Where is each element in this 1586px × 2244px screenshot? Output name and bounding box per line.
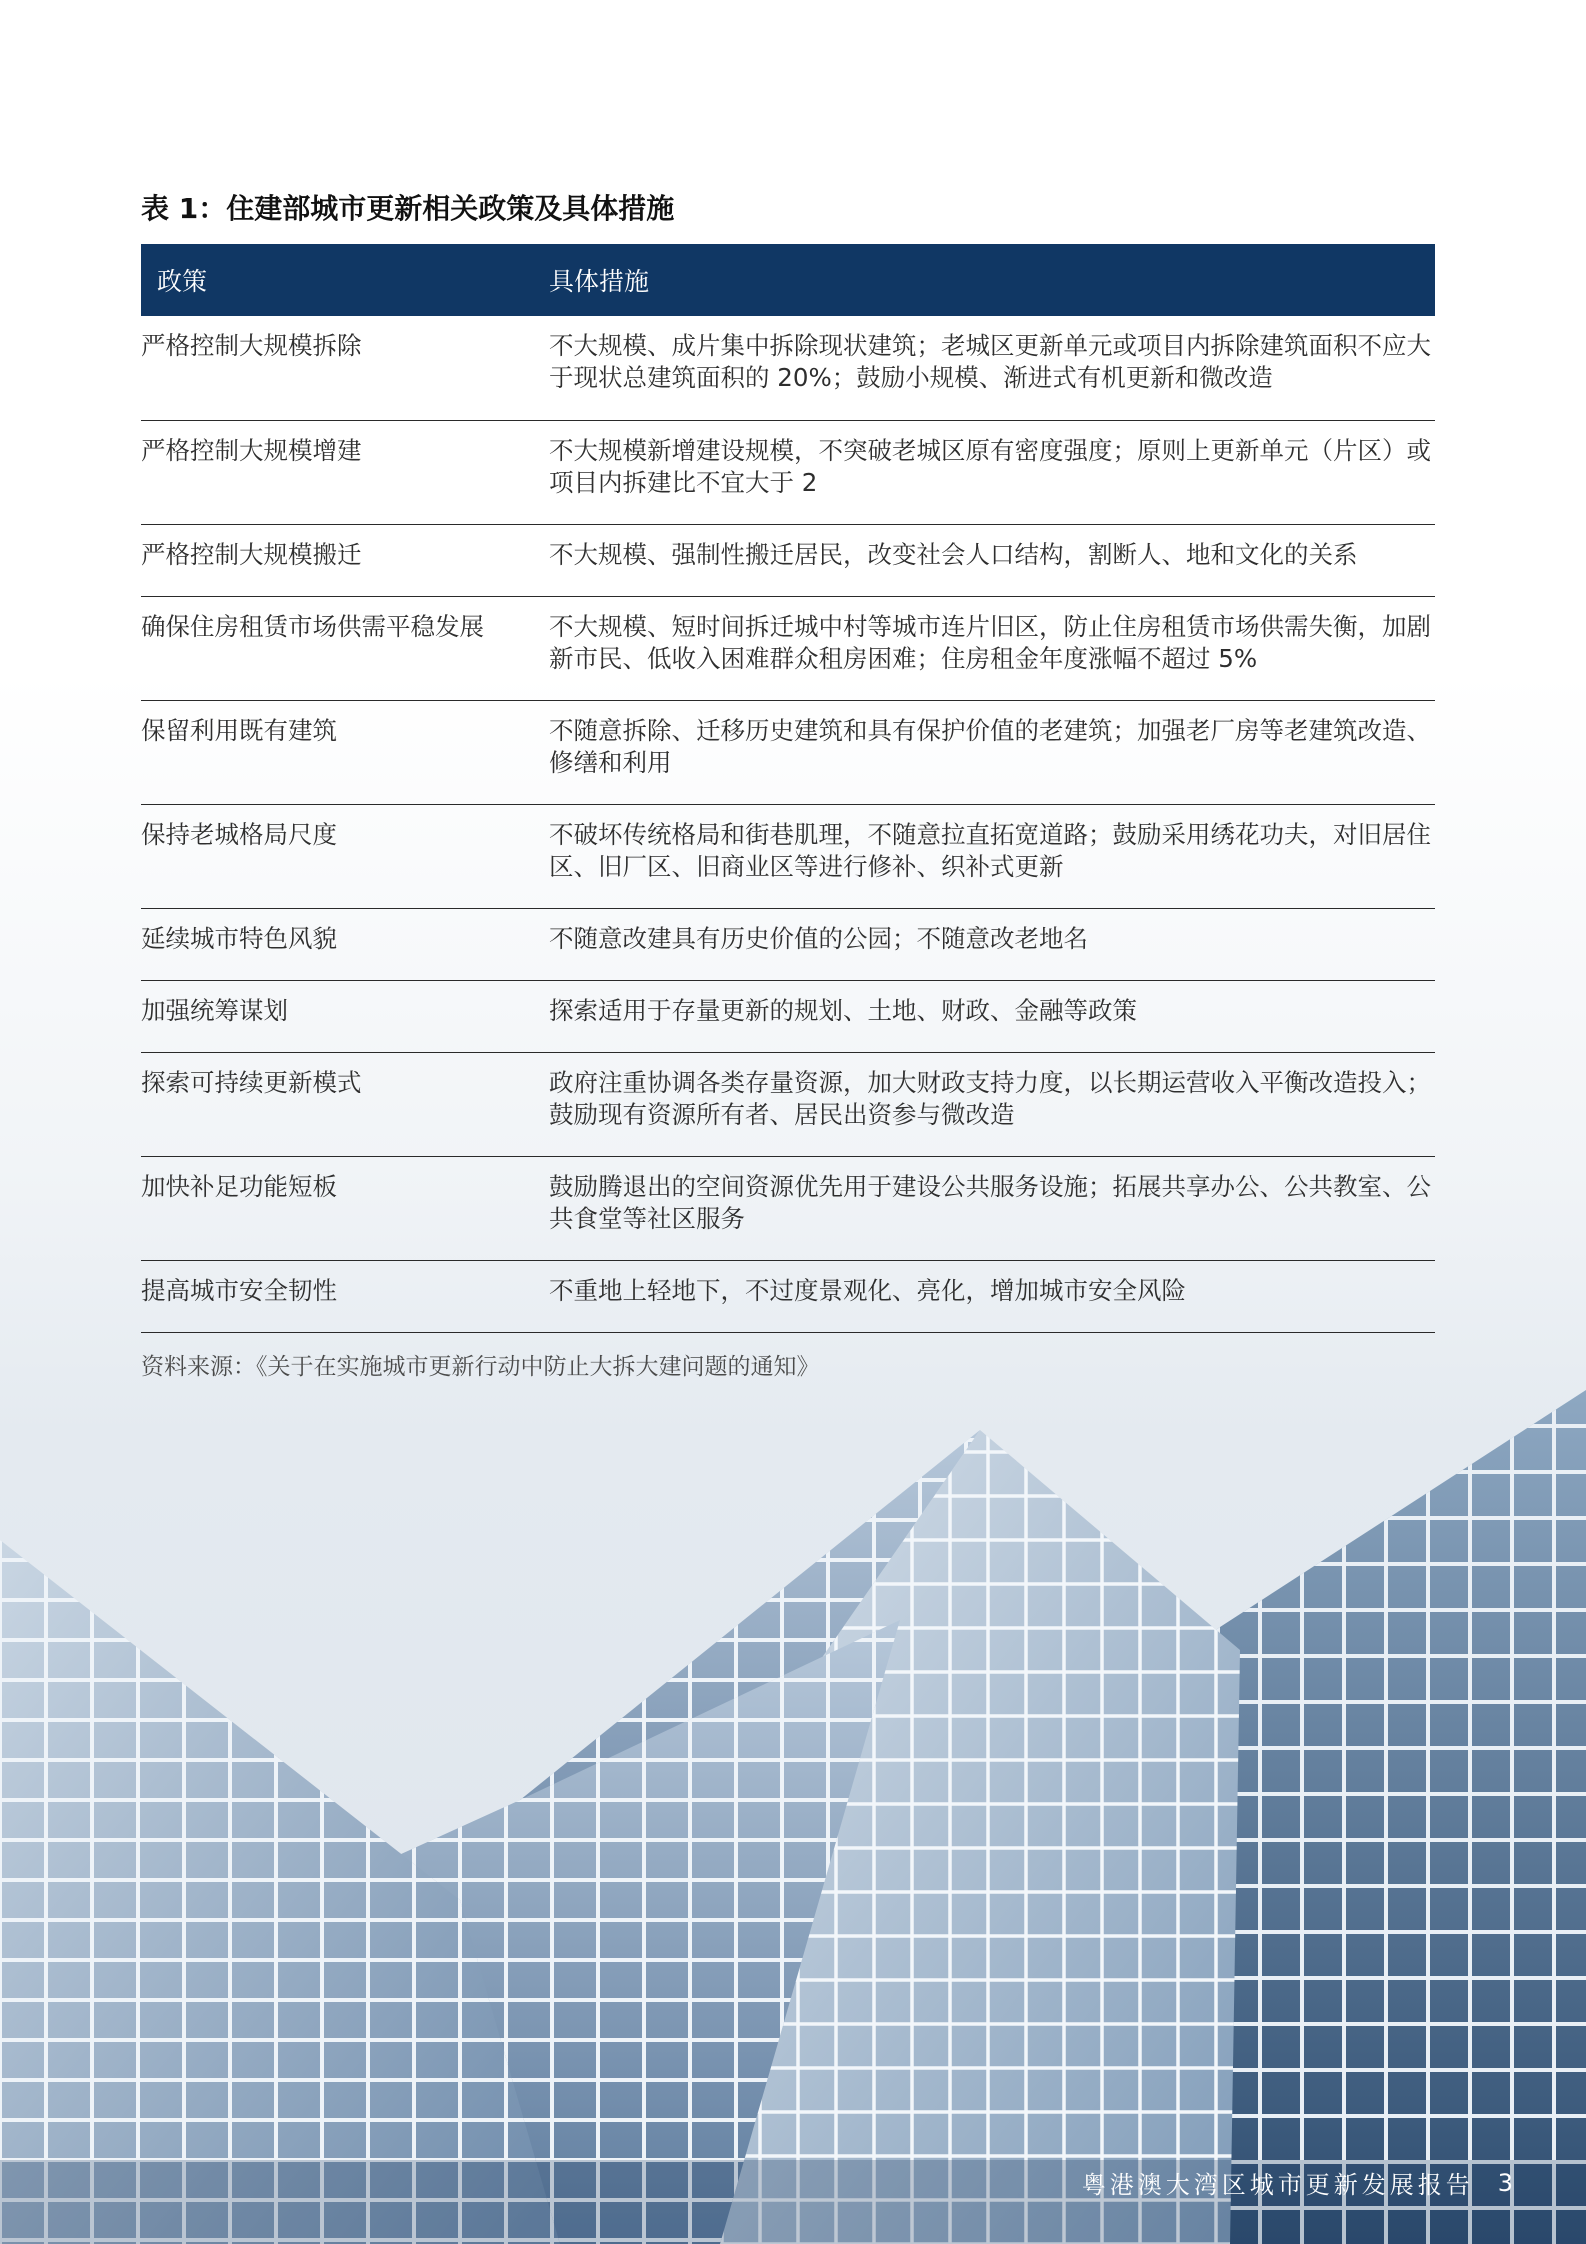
policy-cell: 加快补足功能短板 — [141, 1156, 549, 1260]
table-row — [141, 908, 1435, 980]
column-header-measures: 具体措施 — [549, 244, 1435, 316]
source-note: 资料来源：《关于在实施城市更新行动中防止大拆大建问题的通知》 — [141, 1353, 820, 1380]
measures-cell: 不随意改建具有历史价值的公园；不随意改老地名 — [549, 908, 1435, 980]
report-title: 粤港澳大湾区城市更新发展报告 — [1081, 2171, 1474, 2199]
policy-cell: 延续城市特色风貌 — [141, 908, 549, 980]
table-row — [141, 700, 1435, 804]
policy-cell: 确保住房租赁市场供需平稳发展 — [141, 596, 549, 700]
table-header-row — [141, 244, 1435, 316]
table-row — [141, 420, 1435, 524]
page-footer — [1082, 2165, 1513, 2200]
measures-cell: 探索适用于存量更新的规划、土地、财政、金融等政策 — [549, 980, 1435, 1052]
measures-cell: 不随意拆除、迁移历史建筑和具有保护价值的老建筑；加强老厂房等老建筑改造、修缮和利用 — [549, 700, 1435, 804]
measures-cell: 不大规模、短时间拆迁城中村等城市连片旧区，防止住房租赁市场供需失衡，加剧新市民、低收入困难群众租房困难；住房租金年度涨幅不超过 5% — [549, 596, 1435, 700]
policy-cell: 提高城市安全韧性 — [141, 1260, 549, 1332]
table-row — [141, 1156, 1435, 1260]
table-row — [141, 1260, 1435, 1332]
policy-cell: 严格控制大规模拆除 — [141, 316, 549, 420]
table-row — [141, 596, 1435, 700]
policy-cell: 加强统筹谋划 — [141, 980, 549, 1052]
measures-cell: 不大规模新增建设规模，不突破老城区原有密度强度；原则上更新单元（片区）或项目内拆建比不宜大于 2 — [549, 420, 1435, 524]
measures-cell: 鼓励腾退出的空间资源优先用于建设公共服务设施；拓展共享办公、公共教室、公共食堂等社区服务 — [549, 1156, 1435, 1260]
measures-cell: 不大规模、成片集中拆除现状建筑；老城区更新单元或项目内拆除建筑面积不应大于现状总建筑面积的 20%；鼓励小规模、渐进式有机更新和微改造 — [549, 316, 1435, 420]
measures-cell: 不破坏传统格局和街巷肌理，不随意拉直拓宽道路；鼓励采用绣花功夫，对旧居住区、旧厂区、旧商业区等进行修补、织补式更新 — [549, 804, 1435, 908]
table-section — [141, 186, 1435, 1383]
table-row — [141, 980, 1435, 1052]
table-row — [141, 1052, 1435, 1156]
column-header-policy: 政策 — [141, 244, 549, 316]
page-number: 3 — [1497, 2168, 1513, 2197]
measures-cell: 政府注重协调各类存量资源，加大财政支持力度，以长期运营收入平衡改造投入；鼓励现有资源所有者、居民出资参与微改造 — [549, 1052, 1435, 1156]
policy-cell: 保留利用既有建筑 — [141, 700, 549, 804]
table-row — [141, 804, 1435, 908]
table-title: 表 1：住建部城市更新相关政策及具体措施 — [141, 192, 675, 225]
policy-cell: 严格控制大规模增建 — [141, 420, 549, 524]
policy-table — [141, 244, 1435, 1333]
table-row — [141, 316, 1435, 420]
measures-cell: 不大规模、强制性搬迁居民，改变社会人口结构，割断人、地和文化的关系 — [549, 524, 1435, 596]
policy-cell: 严格控制大规模搬迁 — [141, 524, 549, 596]
policy-cell: 保持老城格局尺度 — [141, 804, 549, 908]
table-row — [141, 524, 1435, 596]
measures-cell: 不重地上轻地下，不过度景观化、亮化，增加城市安全风险 — [549, 1260, 1435, 1332]
policy-cell: 探索可持续更新模式 — [141, 1052, 549, 1156]
